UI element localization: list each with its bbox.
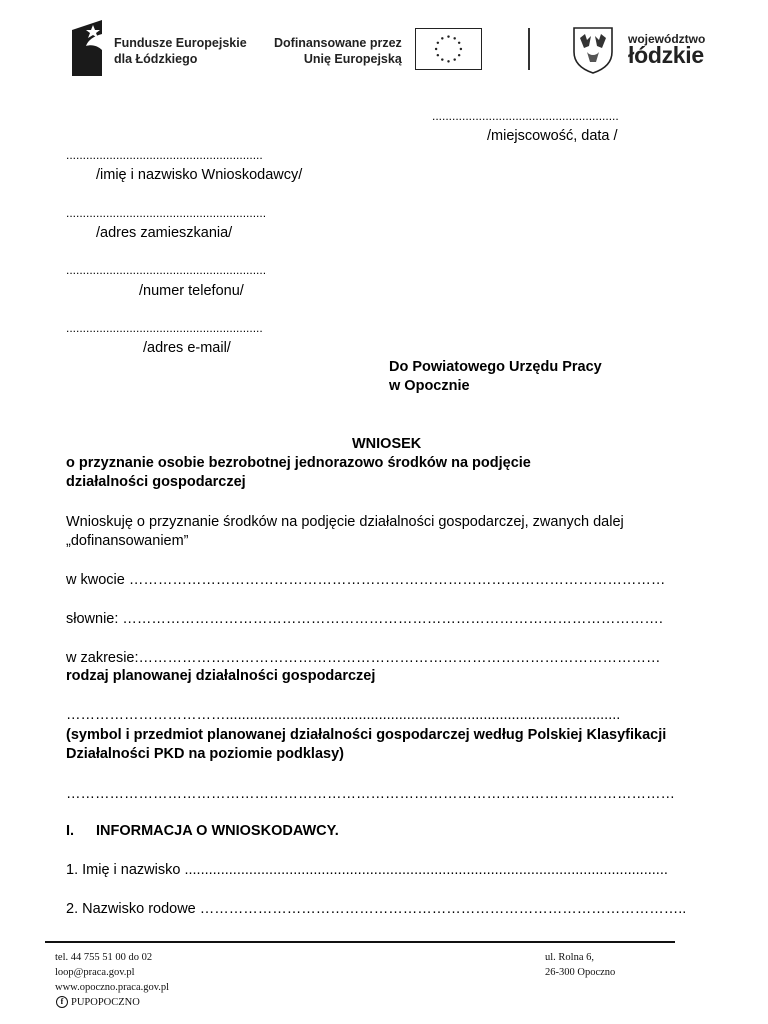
- cofinanced-line1: Dofinansowane przez: [274, 36, 402, 50]
- voivodeship-name: łódzkie: [628, 42, 704, 68]
- address-field[interactable]: ............................................................: [66, 206, 267, 220]
- cofinanced-text: [274, 35, 402, 67]
- cofinanced-line2: Unię Europejską: [303, 52, 402, 66]
- document-subtitle-line1: o przyznanie osobie bezrobotnej jednorazowo środków na podjęcie: [66, 455, 531, 471]
- eu-flag-icon: [415, 28, 482, 70]
- footer-facebook: PUPOPOCZNO: [71, 997, 140, 1008]
- email-field[interactable]: ...........................................................: [66, 321, 263, 335]
- phone-label: /numer telefonu/: [139, 283, 244, 299]
- document-subtitle-line2: działalności gospodarczej: [66, 474, 246, 490]
- european-funds-logo-icon: [72, 20, 108, 76]
- addressee-line2: w Opocznie: [389, 378, 470, 394]
- european-funds-text: [114, 35, 247, 67]
- coat-of-arms-icon: [572, 26, 614, 74]
- european-funds-line1: Fundusze Europejskie: [114, 36, 247, 50]
- amount-field[interactable]: w kwocie …………………………………………………………………………………………………: [66, 572, 666, 588]
- pkd-label-line1: (symbol i przedmiot planowanej działalności gospodarczej według Polskiej Klasyfikacji: [66, 727, 667, 743]
- section-number: I.: [66, 823, 75, 839]
- pkd-field[interactable]: ……………………………..................................................................................................: [66, 707, 621, 723]
- footer-divider: [45, 941, 675, 943]
- full-name-field[interactable]: 1. Imię i nazwisko ........................................................................................................................: [66, 862, 668, 878]
- footer-email: loop@praca.gov.pl: [55, 967, 135, 978]
- addressee-line1: Do Powiatowego Urzędu Pracy: [389, 359, 602, 375]
- document-title: WNIOSEK: [352, 436, 422, 452]
- footer-phone: tel. 44 755 51 00 do 02: [55, 952, 153, 963]
- applicant-name-label: /imię i nazwisko Wnioskodawcy/: [96, 167, 303, 183]
- footer-city: 26-300 Opoczno: [545, 967, 616, 978]
- additional-field[interactable]: ………………………………………………………………………………………………………………: [66, 786, 675, 802]
- maiden-name-field[interactable]: 2. Nazwisko rodowe ………………………………………………………………………………………..: [66, 901, 687, 917]
- european-funds-line2: dla Łódzkiego: [114, 52, 198, 66]
- header-divider: [528, 28, 530, 70]
- intro-line2: „dofinansowaniem”: [66, 533, 189, 549]
- scope-label: rodzaj planowanej działalności gospodarczej: [66, 668, 376, 684]
- footer-street: ul. Rolna 6,: [545, 952, 594, 963]
- facebook-icon: f: [56, 996, 68, 1008]
- intro-line1: Wnioskuję o przyznanie środków na podjęcie działalności gospodarczej, zwanych dalej: [66, 514, 624, 530]
- amount-in-words-field[interactable]: słownie: ………………………………………………………………………………………………….: [66, 611, 663, 627]
- scope-field[interactable]: w zakresie:………………………………………………………………………………………………: [66, 650, 661, 666]
- phone-field[interactable]: ............................................................: [66, 263, 267, 277]
- footer-website: www.opoczno.praca.gov.pl: [55, 982, 170, 993]
- applicant-name-field[interactable]: ...........................................................: [66, 148, 263, 162]
- place-date-field[interactable]: ........................................................: [432, 109, 619, 123]
- section-heading: INFORMACJA O WNIOSKODAWCY.: [96, 823, 339, 839]
- pkd-label-line2: Działalności PKD na poziomie podklasy): [66, 746, 344, 762]
- address-label: /adres zamieszkania/: [96, 225, 233, 241]
- voivodeship-small-text: województwo: [628, 32, 706, 46]
- place-date-label: /miejscowość, data /: [487, 128, 618, 144]
- email-label: /adres e-mail/: [143, 340, 231, 356]
